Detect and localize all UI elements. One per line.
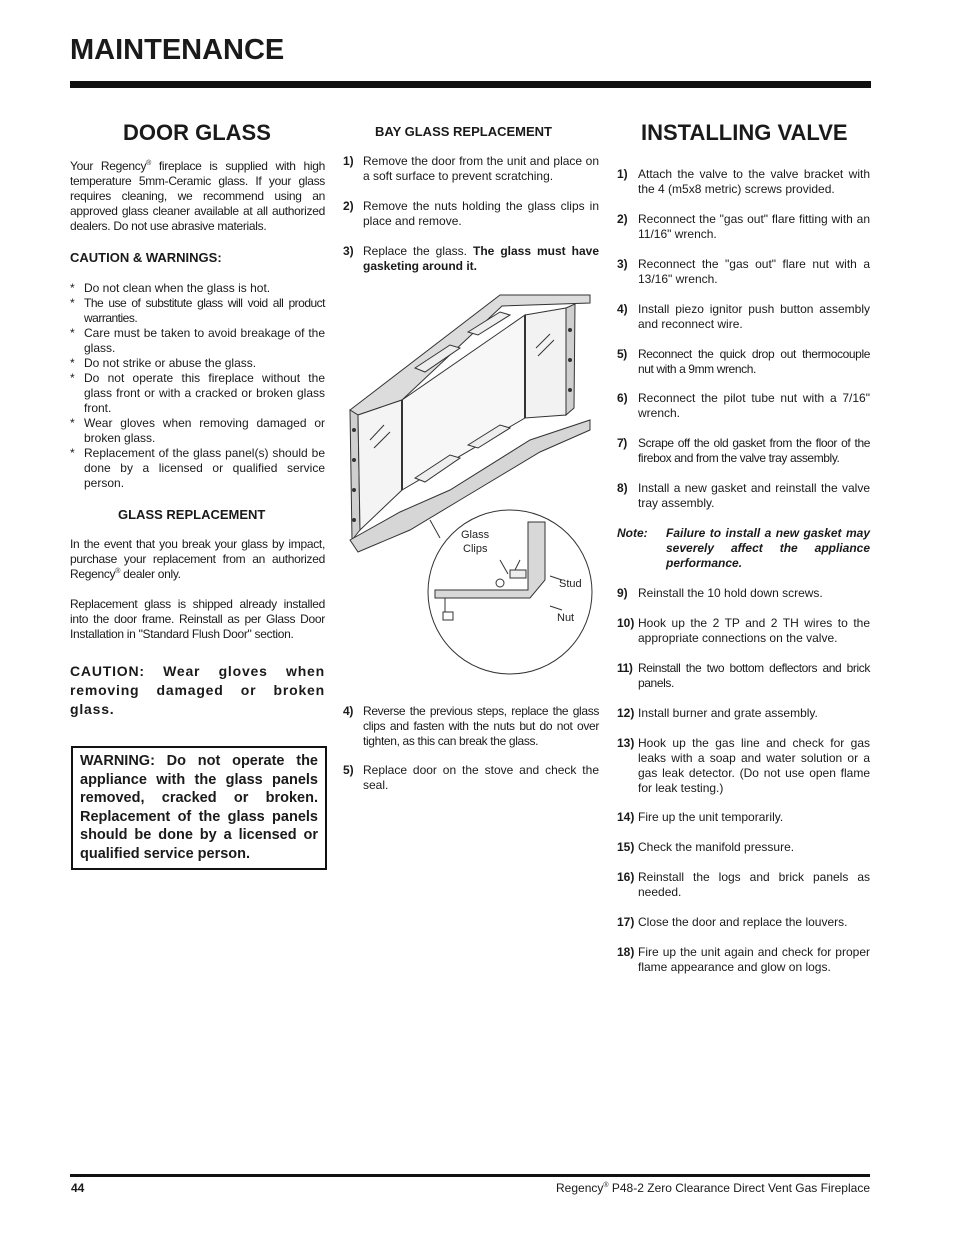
step-text: Reinstall the two bottom deflectors and brick panels.	[638, 661, 870, 690]
step-number: 4)	[617, 302, 628, 316]
step-text: Reconnect the "gas out" flare fitting with an 11/16" wrench.	[638, 212, 870, 241]
door-glass-heading: DOOR GLASS	[123, 120, 271, 145]
caution-item-text: Replacement of the glass panel(s) should be done by a licensed or qualified service person.	[84, 446, 325, 490]
step-number: 8)	[617, 481, 628, 495]
valve-step-17	[617, 915, 870, 930]
valve-step-5	[617, 347, 870, 377]
bullet-mark: *	[70, 416, 75, 430]
footer-rule	[70, 1174, 870, 1177]
valve-step-3	[617, 257, 870, 287]
intro-text-a: Your Regency	[70, 159, 147, 173]
cautions-list	[70, 281, 325, 491]
valve-step-15	[617, 840, 870, 855]
step-number: 4)	[343, 704, 353, 718]
header-rule	[70, 81, 871, 88]
valve-step-16	[617, 870, 870, 900]
step-text: Reinstall the 10 hold down screws.	[638, 586, 823, 600]
step-text: Reinstall the logs and brick panels as needed.	[638, 870, 870, 899]
step-number: 18)	[617, 945, 635, 959]
bullet-mark: *	[70, 326, 75, 340]
valve-step-11	[617, 661, 870, 691]
nut-label: Nut	[557, 612, 575, 624]
valve-step-2	[617, 212, 870, 242]
caution-item	[70, 281, 325, 296]
step-text: Attach the valve to the valve bracket with the 4 (m5x8 metric) screws provided.	[638, 167, 870, 196]
footer-product	[556, 1181, 870, 1195]
step-number: 7)	[617, 436, 627, 450]
registered-mark: ®	[115, 568, 121, 575]
intro-text-b: fireplace is supplied with high temperature 5mm-Ceramic glass. If your glass requires cleaning, we recommend using an approved glass cleaner available at all authorized dealers. Do not use abrasive materials.	[70, 159, 325, 233]
bay-step-1	[343, 154, 599, 184]
step-number: 10)	[617, 616, 635, 630]
valve-step-9	[617, 586, 870, 601]
step-number: 1)	[343, 154, 354, 168]
step-number: 13)	[617, 736, 635, 750]
caution-item	[70, 326, 325, 356]
stud-label: Stud	[559, 578, 582, 590]
cautions-heading: CAUTION & WARNINGS:	[70, 250, 222, 265]
step-number: 15)	[617, 840, 635, 854]
step-number: 5)	[343, 763, 354, 777]
bay-step-3	[343, 244, 599, 274]
footer-product-name: P48-2 Zero Clearance Direct Vent Gas Fireplace	[608, 1181, 870, 1195]
page-number: 44	[71, 1181, 85, 1195]
bullet-mark: *	[70, 296, 75, 310]
caution-item-text: The use of substitute glass will void all product warranties.	[84, 296, 325, 325]
step-number: 11)	[617, 661, 633, 675]
step-text: Fire up the unit again and check for proper flame appearance and glow on logs.	[638, 945, 870, 974]
caution-item-text: Do not clean when the glass is hot.	[84, 281, 271, 295]
step-text: Hook up the gas line and check for gas leaks with a soap and water solution or a gas leak detector. (Do not use open flame for leak testing.)	[638, 736, 870, 795]
caution-item	[70, 446, 325, 491]
step-number: 9)	[617, 586, 628, 600]
step-text: Hook up the 2 TP and 2 TH wires to the appropriate connections on the valve.	[638, 616, 870, 645]
valve-step-13	[617, 736, 870, 796]
step-number: 3)	[617, 257, 628, 271]
door-glass-intro	[70, 159, 325, 234]
step-number: 12)	[617, 706, 635, 720]
note-text: Failure to install a new gasket may severely affect the appliance performance.	[666, 526, 870, 570]
bullet-mark: *	[70, 356, 75, 370]
step-text: Install piezo ignitor push button assembly and reconnect wire.	[638, 302, 870, 331]
step-text	[363, 244, 599, 274]
step-text: Install a new gasket and reinstall the valve tray assembly.	[638, 481, 870, 510]
valve-step-18	[617, 945, 870, 975]
valve-step-1	[617, 167, 870, 197]
glass-replacement-p1	[70, 537, 325, 582]
installing-valve-heading: INSTALLING VALVE	[641, 120, 848, 145]
step-number: 6)	[617, 391, 628, 405]
step-text: Remove the door from the unit and place on a soft surface to prevent scratching.	[363, 154, 599, 183]
valve-step-7	[617, 436, 870, 466]
replacement-text-b: dealer only.	[120, 567, 181, 581]
bay-glass-diagram	[340, 290, 600, 680]
step-number: 14)	[617, 810, 635, 824]
glass-clips-label: Glass	[461, 529, 490, 541]
step-number: 17)	[617, 915, 635, 929]
registered-mark: ®	[603, 1182, 609, 1189]
bullet-mark: *	[70, 371, 75, 385]
bay-step-4	[343, 704, 599, 749]
replacement-text-a: In the event that you break your glass by impact, purchase your replacement from an authorized Regency	[70, 537, 325, 581]
step-text: Reconnect the "gas out" flare nut with a 13/16" wrench.	[638, 257, 870, 286]
caution-item	[70, 356, 325, 371]
step-number: 2)	[617, 212, 628, 226]
step-text-plain: Replace the glass.	[363, 244, 468, 258]
bullet-mark: *	[70, 281, 75, 295]
glass-replacement-heading: GLASS REPLACEMENT	[118, 507, 266, 522]
step-text: Replace door on the stove and check the seal.	[363, 763, 599, 792]
valve-step-14	[617, 810, 870, 825]
bay-step-2	[343, 199, 599, 229]
valve-step-12	[617, 706, 870, 721]
note-label: Note:	[617, 526, 648, 540]
valve-step-4	[617, 302, 870, 332]
step-number: 1)	[617, 167, 628, 181]
step-text: Close the door and replace the louvers.	[638, 915, 848, 929]
glass-clips-label: Clips	[463, 543, 488, 555]
step-text-bold: The glass must have gasketing around it.	[363, 244, 599, 273]
valve-note	[617, 526, 870, 571]
step-text: Fire up the unit temporarily.	[638, 810, 784, 824]
caution-item	[70, 416, 325, 446]
caution-item	[70, 371, 325, 416]
warning-box: WARNING: Do not operate the appliance with the glass panels removed, cracked or broken. Replacement of the glass panels should be done by a licensed or qualified service person.	[71, 746, 327, 870]
glass-replacement-p2: Replacement glass is shipped already installed into the door frame. Reinstall as per Glass Door Installation in "Standard Flush Door" section.	[70, 597, 325, 641]
caution-item-text: Do not strike or abuse the glass.	[84, 356, 257, 370]
bullet-mark: *	[70, 446, 75, 460]
step-text: Scrape off the old gasket from the floor of the firebox and from the valve tray assembly.	[638, 436, 870, 465]
step-text: Remove the nuts holding the glass clips in place and remove.	[363, 199, 599, 228]
step-text: Reconnect the pilot tube nut with a 7/16" wrench.	[638, 391, 870, 420]
bay-step-5	[343, 763, 599, 793]
caution-item-text: Do not operate this fireplace without the glass front or with a cracked or broken glass front.	[84, 371, 325, 415]
step-text: Reverse the previous steps, replace the glass clips and fasten with the nuts but do not over tighten, as this can break the glass.	[363, 704, 599, 748]
footer-brand: Regency	[556, 1181, 604, 1195]
page-title: MAINTENANCE	[70, 34, 285, 66]
step-text: Check the manifold pressure.	[638, 840, 795, 854]
step-text: Install burner and grate assembly.	[638, 706, 818, 720]
valve-step-6	[617, 391, 870, 421]
step-number: 5)	[617, 347, 627, 361]
step-text: Reconnect the quick drop out thermocouple nut with a 9mm wrench.	[638, 347, 870, 376]
valve-step-8	[617, 481, 870, 511]
caution-item-text: Care must be taken to avoid breakage of the glass.	[84, 326, 325, 355]
step-number: 2)	[343, 199, 354, 213]
caution-item	[70, 296, 325, 326]
caution-item-text: Wear gloves when removing damaged or broken glass.	[84, 416, 325, 445]
step-number: 3)	[343, 244, 354, 258]
caution-gloves: CAUTION: Wear gloves when removing damaged or broken glass.	[70, 663, 325, 717]
bay-glass-heading: BAY GLASS REPLACEMENT	[375, 124, 552, 139]
valve-step-10	[617, 616, 870, 646]
step-number: 16)	[617, 870, 635, 884]
registered-mark: ®	[146, 160, 152, 167]
